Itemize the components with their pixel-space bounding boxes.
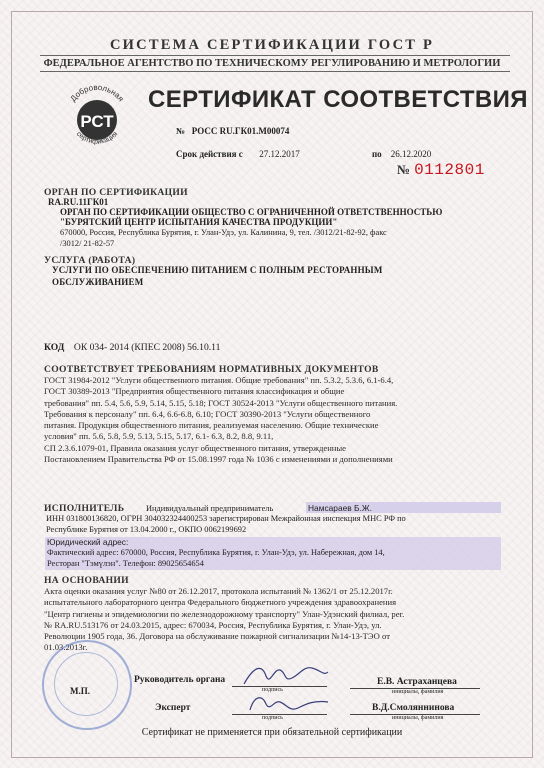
requirements-line: Постановлением Правительства РФ от 15.08.1997 года № 1036 с изменениями и дополнениями <box>44 454 393 465</box>
validity <box>176 149 300 159</box>
divider <box>40 55 510 56</box>
organ-line1: ОРГАН ПО СЕРТИФИКАЦИИ ОБЩЕСТВО С ОГРАНИЧЕННОЙ ОТВЕТСТВЕННОСТЬЮ <box>60 207 443 217</box>
document-title: СЕРТИФИКАТ СООТВЕТСТВИЯ <box>148 86 528 113</box>
logo-top-text: Добровольная <box>68 82 126 104</box>
expert-signature <box>244 690 334 716</box>
validity-to-label: по <box>372 149 382 159</box>
logo-letters: РСТ <box>80 112 114 131</box>
basis-header: НА ОСНОВАНИИ <box>44 575 129 586</box>
service-header: УСЛУГА (РАБОТА) <box>44 255 136 266</box>
expert-name: В.Д.Смоляннинова <box>372 703 455 713</box>
basis-line: Акта оценки оказания услуг №80 от 26.12.2017, протокола испытаний № 1362/1 от 25.12.2017г. <box>44 586 393 596</box>
code-label: КОД <box>44 342 65 353</box>
requirements-line: Требования к персоналу" пп. 6.4, 6.6-6.8, 6.10; ГОСТ 30390-2013 "Услуги общественного <box>44 408 371 419</box>
requirements-line: ГОСТ 30389-2013 "Предприятия общественного питания классификация и общие <box>44 386 345 397</box>
basis-line: "Центр гигиены и эпидемиологии по железнодорожному транспорту" Улан-Удэнский филиал, рег. <box>44 608 405 619</box>
cert-number <box>176 126 289 136</box>
validity-label: Срок действия с <box>176 149 243 159</box>
executor-line2: ИНН 031800136820, ОГРН 304032324400253 зарегистрирован Межрайонная инспекция МНС РФ по <box>46 514 406 523</box>
mp-label: М.П. <box>70 686 90 696</box>
requirements-line: СП 2.3.6.1079-01, Правила оказания услуг общественного питания, утвержденные <box>44 442 346 453</box>
organ-line4: /3012/ 21-82-57 <box>60 239 115 248</box>
service-line1: УСЛУГИ ПО ОБЕСПЕЧЕНИЮ ПИТАНИЕМ С ПОЛНЫМ РЕСТОРАННЫМ <box>52 265 383 275</box>
agency-title: ФЕДЕРАЛЬНОЕ АГЕНТСТВО ПО ТЕХНИЧЕСКОМУ РЕГУЛИРОВАНИЮ И МЕТРОЛОГИИ <box>43 58 501 69</box>
serial-number <box>397 161 485 179</box>
logo-bottom-text: сертификация <box>74 130 120 146</box>
executor-name: Намсараев Б.Ж. <box>308 503 372 513</box>
head-name-caption: инициалы, фамилия <box>392 689 444 695</box>
expert-name-caption: инициалы, фамилия <box>392 715 444 721</box>
validity-to-value: 26.12.2020 <box>390 149 432 159</box>
basis-line: Революции 1905 года, 36. Договора на обслуживание пожарной сигнализации №14-13-ТЭО от <box>44 631 390 642</box>
requirements-line: требования" пп. 5.4, 5.6, 5.9, 5.14, 5.15, 5.18; ГОСТ 30524-2013 "Услуги общественного питания. <box>44 397 398 408</box>
expert-sign-caption: подпись <box>262 715 283 721</box>
validity-to <box>372 149 431 159</box>
head-sign-caption: подпись <box>262 687 283 693</box>
system-title: СИСТЕМА СЕРТИФИКАЦИИ ГОСТ Р <box>110 37 434 53</box>
requirements-header: СООТВЕТСТВУЕТ ТРЕБОВАНИЯМ НОРМАТИВНЫХ ДОКУМЕНТОВ <box>44 364 379 375</box>
code-row <box>44 342 220 353</box>
basis-line: № RA.RU.513176 от 24.03.2015, адрес: 670034, Россия, Республика Бурятия, г. Улан-Удэ, ул. <box>44 619 382 630</box>
organ-code: RA.RU.11ГК01 <box>48 197 109 207</box>
requirements-line: ГОСТ 31984-2012 "Услуги общественного питания. Общие требования" пп. 5.3.2, 5.3.6, 6.1-6.4, <box>44 375 394 385</box>
head-name: Е.В. Астраханцева <box>377 677 457 687</box>
organ-line3: 670000, Россия, Республика Бурятия, г. Улан-Удэ, ул. Калинина, 9, тел. /3012/21-82-92, факс <box>60 228 387 237</box>
footer-note: Сертификат не применяется при обязательной сертификации <box>141 727 403 738</box>
requirements-text <box>44 375 514 465</box>
requirements-line: условия" пп. 5.6, 5.8, 5.9, 5.13, 5.15, 5.17, 6.1- 6.3, 8.2, 8.8, 9.11, <box>44 431 274 442</box>
executor-name-prefix: Индивидуальный предприниматель <box>146 504 274 513</box>
executor-line5: Фактический адрес: 670000, Россия, Республика Бурятия, г. Улан-Удэ, ул. Набережная, дом 14, <box>47 548 385 557</box>
organ-header: ОРГАН ПО СЕРТИФИКАЦИИ <box>44 187 188 198</box>
basis-text <box>44 586 514 654</box>
basis-line: 01.03.2013г. <box>44 642 88 653</box>
basis-line: испытательного лабораторного центра Федерального бюджетного учреждения здравоохранения <box>44 597 397 608</box>
executor-line6: Ресторан "Тэмүлэн". Телефон: 89025654654 <box>47 559 204 568</box>
number-label: № <box>176 126 186 136</box>
serial-value: 0112801 <box>414 161 485 179</box>
organ-line2: "БУРЯТСКИЙ ЦЕНТР ИСПЫТАНИЯ КАЧЕСТВА ПРОДУКЦИИ" <box>60 217 338 227</box>
executor-line3: Республике Бурятия от 13.04.2000 г., ОКПО 0062199692 <box>46 525 247 534</box>
number-value: РОСС RU.ГК01.М00074 <box>191 126 290 136</box>
code-value: ОК 034- 2014 (КПЕС 2008) 56.10.11 <box>73 342 221 353</box>
validity-from: 27.12.2017 <box>259 149 300 159</box>
expert-label: Эксперт <box>155 703 191 713</box>
serial-label: № <box>397 162 411 177</box>
legal-address-label: Юридический адрес: <box>47 537 129 547</box>
divider <box>40 71 510 72</box>
gost-r-logo <box>60 80 134 154</box>
head-label: Руководитель органа <box>134 675 226 685</box>
executor-header: ИСПОЛНИТЕЛЬ <box>44 503 125 514</box>
requirements-line: питания. Продукция общественного питания, реализуемая населению. Общие технические <box>44 420 379 431</box>
service-line2: ОБСЛУЖИВАНИЕМ <box>52 277 144 287</box>
round-stamp-inner <box>54 652 118 716</box>
head-signature <box>240 662 330 688</box>
